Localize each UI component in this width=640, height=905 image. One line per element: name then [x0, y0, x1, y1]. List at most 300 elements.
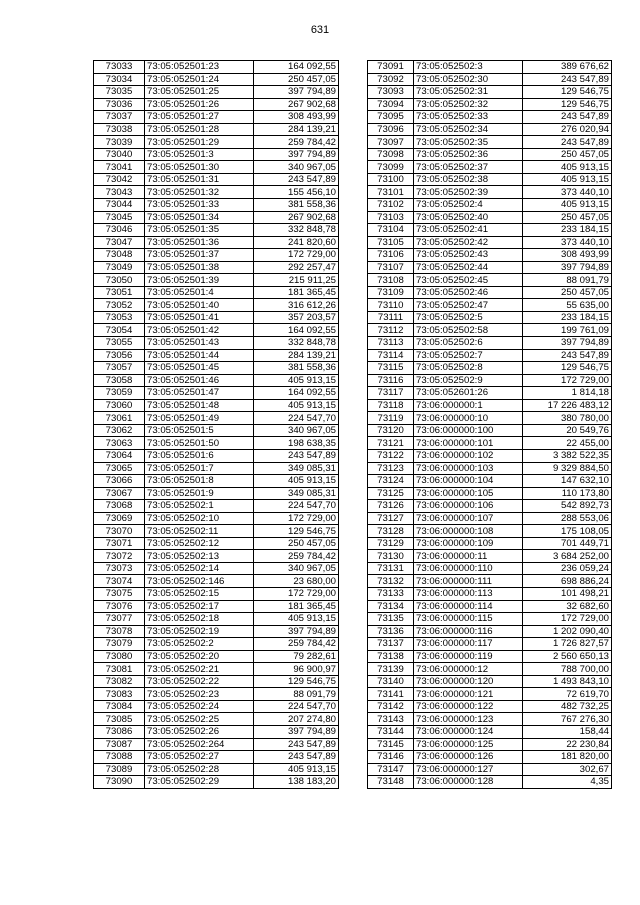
page-number: 631 [310, 24, 330, 36]
cadastral-number-cell: 73:05:052502:8 [414, 362, 523, 375]
value-cell: 542 892,73 [523, 500, 612, 513]
value-cell: 198 638,35 [254, 437, 339, 450]
table-row [368, 663, 612, 676]
cadastral-number-cell: 73:05:052502:35 [414, 136, 523, 149]
table-row [94, 311, 339, 324]
value-cell: 340 967,05 [254, 562, 339, 575]
value-cell: 32 682,60 [523, 600, 612, 613]
row-number-cell: 73044 [94, 199, 145, 212]
table-row [368, 387, 612, 400]
value-cell: 224 547,70 [254, 700, 339, 713]
cadastral-number-cell: 73:05:052501:29 [145, 136, 254, 149]
row-number-cell: 73148 [368, 776, 414, 789]
cadastral-number-cell: 73:06:000000:120 [414, 675, 523, 688]
cadastral-number-cell: 73:05:052501:37 [145, 249, 254, 262]
value-cell: 88 091,79 [523, 274, 612, 287]
table-row [368, 600, 612, 613]
value-cell: 175 108,05 [523, 525, 612, 538]
row-number-cell: 73147 [368, 763, 414, 776]
cadastral-number-cell: 73:05:052502:10 [145, 512, 254, 525]
row-number-cell: 73142 [368, 700, 414, 713]
value-cell: 316 612,26 [254, 299, 339, 312]
cadastral-number-cell: 73:05:052501:28 [145, 123, 254, 136]
table-row [368, 738, 612, 751]
row-number-cell: 73065 [94, 462, 145, 475]
cadastral-number-cell: 73:06:000000:10 [414, 412, 523, 425]
row-number-cell: 73035 [94, 86, 145, 99]
table-row [368, 500, 612, 513]
table-row [368, 487, 612, 500]
table-row [368, 462, 612, 475]
row-number-cell: 73083 [94, 688, 145, 701]
table-row [94, 173, 339, 186]
row-number-cell: 73136 [368, 625, 414, 638]
value-cell: 349 085,31 [254, 487, 339, 500]
cadastral-number-cell: 73:05:052502:6 [414, 337, 523, 350]
row-number-cell: 73071 [94, 537, 145, 550]
value-cell: 243 547,89 [523, 111, 612, 124]
row-number-cell: 73034 [94, 73, 145, 86]
value-cell: 767 276,30 [523, 713, 612, 726]
value-cell: 138 183,20 [254, 776, 339, 789]
cadastral-number-cell: 73:06:000000:115 [414, 613, 523, 626]
row-number-cell: 73119 [368, 412, 414, 425]
row-number-cell: 73125 [368, 487, 414, 500]
cadastral-number-cell: 73:05:052502:20 [145, 650, 254, 663]
table-row [368, 638, 612, 651]
cadastral-number-cell: 73:06:000000:108 [414, 525, 523, 538]
row-number-cell: 73056 [94, 349, 145, 362]
cadastral-number-cell: 73:05:052501:50 [145, 437, 254, 450]
row-number-cell: 73046 [94, 224, 145, 237]
cadastral-number-cell: 73:05:052502:31 [414, 86, 523, 99]
value-cell: 55 635,00 [523, 299, 612, 312]
row-number-cell: 73087 [94, 738, 145, 751]
table-row [368, 700, 612, 713]
cadastral-number-cell: 73:06:000000:127 [414, 763, 523, 776]
left-data-table [93, 60, 339, 789]
row-number-cell: 73090 [94, 776, 145, 789]
row-number-cell: 73086 [94, 725, 145, 738]
table-row [94, 663, 339, 676]
table-row [94, 362, 339, 375]
value-cell: 292 257,47 [254, 261, 339, 274]
cadastral-number-cell: 73:05:052502:22 [145, 675, 254, 688]
table-row [94, 186, 339, 199]
row-number-cell: 73073 [94, 562, 145, 575]
table-row [94, 751, 339, 764]
table-row [94, 274, 339, 287]
table-row [94, 462, 339, 475]
table-row [368, 751, 612, 764]
table-row [368, 675, 612, 688]
value-cell: 1 814,18 [523, 387, 612, 400]
table-row [94, 700, 339, 713]
value-cell: 243 547,89 [254, 449, 339, 462]
value-cell: 373 440,10 [523, 236, 612, 249]
table-row [94, 688, 339, 701]
value-cell: 164 092,55 [254, 61, 339, 74]
cadastral-number-cell: 73:05:052502:37 [414, 161, 523, 174]
table-row [368, 199, 612, 212]
cadastral-number-cell: 73:06:000000:107 [414, 512, 523, 525]
value-cell: 181 820,00 [523, 751, 612, 764]
value-cell: 332 848,78 [254, 337, 339, 350]
row-number-cell: 73098 [368, 148, 414, 161]
row-number-cell: 73081 [94, 663, 145, 676]
row-number-cell: 73130 [368, 550, 414, 563]
cadastral-number-cell: 73:05:052502:21 [145, 663, 254, 676]
row-number-cell: 73108 [368, 274, 414, 287]
row-number-cell: 73109 [368, 286, 414, 299]
cadastral-number-cell: 73:05:052502:7 [414, 349, 523, 362]
value-cell: 380 780,00 [523, 412, 612, 425]
value-cell: 101 498,21 [523, 587, 612, 600]
table-row [94, 424, 339, 437]
cadastral-number-cell: 73:06:000000:106 [414, 500, 523, 513]
table-row [368, 173, 612, 186]
cadastral-number-cell: 73:06:000000:116 [414, 625, 523, 638]
cadastral-number-cell: 73:05:052501:5 [145, 424, 254, 437]
cadastral-number-cell: 73:05:052502:146 [145, 575, 254, 588]
table-row [94, 512, 339, 525]
value-cell: 207 274,80 [254, 713, 339, 726]
row-number-cell: 73037 [94, 111, 145, 124]
cadastral-number-cell: 73:05:052502:26 [145, 725, 254, 738]
row-number-cell: 73038 [94, 123, 145, 136]
row-number-cell: 73066 [94, 475, 145, 488]
row-number-cell: 73103 [368, 211, 414, 224]
row-number-cell: 73131 [368, 562, 414, 575]
table-row [368, 349, 612, 362]
cadastral-number-cell: 73:05:052502:43 [414, 249, 523, 262]
value-cell: 308 493,99 [254, 111, 339, 124]
value-cell: 701 449,71 [523, 537, 612, 550]
table-row [368, 261, 612, 274]
value-cell: 199 761,09 [523, 324, 612, 337]
cadastral-number-cell: 73:05:052502:58 [414, 324, 523, 337]
cadastral-number-cell: 73:05:052502:15 [145, 587, 254, 600]
cadastral-number-cell: 73:05:052501:35 [145, 224, 254, 237]
value-cell: 181 365,45 [254, 286, 339, 299]
value-cell: 405 913,15 [523, 173, 612, 186]
cadastral-number-cell: 73:06:000000:126 [414, 751, 523, 764]
value-cell: 215 911,25 [254, 274, 339, 287]
cadastral-number-cell: 73:06:000000:11 [414, 550, 523, 563]
row-number-cell: 73080 [94, 650, 145, 663]
cadastral-number-cell: 73:05:052502:19 [145, 625, 254, 638]
value-cell: 243 547,89 [254, 173, 339, 186]
table-row [368, 86, 612, 99]
cadastral-number-cell: 73:05:052501:44 [145, 349, 254, 362]
cadastral-number-cell: 73:05:052502:4 [414, 199, 523, 212]
value-cell: 397 794,89 [523, 261, 612, 274]
row-number-cell: 73123 [368, 462, 414, 475]
table-row [368, 437, 612, 450]
value-cell: 405 913,15 [523, 161, 612, 174]
row-number-cell: 73105 [368, 236, 414, 249]
table-row [94, 123, 339, 136]
value-cell: 236 059,24 [523, 562, 612, 575]
cadastral-number-cell: 73:06:000000:128 [414, 776, 523, 789]
table-row [368, 475, 612, 488]
value-cell: 259 784,42 [254, 638, 339, 651]
table-row [368, 98, 612, 111]
row-number-cell: 73120 [368, 424, 414, 437]
table-row [94, 725, 339, 738]
row-number-cell: 73033 [94, 61, 145, 74]
cadastral-number-cell: 73:05:052501:23 [145, 61, 254, 74]
table-row [368, 286, 612, 299]
value-cell: 4,35 [523, 776, 612, 789]
row-number-cell: 73049 [94, 261, 145, 274]
value-cell: 72 619,70 [523, 688, 612, 701]
value-cell: 243 547,89 [523, 349, 612, 362]
table-row [368, 763, 612, 776]
cadastral-number-cell: 73:06:000000:122 [414, 700, 523, 713]
row-number-cell: 73088 [94, 751, 145, 764]
row-number-cell: 73091 [368, 61, 414, 74]
row-number-cell: 73061 [94, 412, 145, 425]
cadastral-number-cell: 73:05:052502:24 [145, 700, 254, 713]
row-number-cell: 73110 [368, 299, 414, 312]
cadastral-number-cell: 73:05:052501:31 [145, 173, 254, 186]
table-row [94, 525, 339, 538]
table-row [94, 374, 339, 387]
row-number-cell: 73104 [368, 224, 414, 237]
table-row [368, 613, 612, 626]
table-row [368, 274, 612, 287]
row-number-cell: 73079 [94, 638, 145, 651]
table-row [368, 412, 612, 425]
value-cell: 397 794,89 [254, 148, 339, 161]
row-number-cell: 73041 [94, 161, 145, 174]
value-cell: 405 913,15 [254, 374, 339, 387]
value-cell: 129 546,75 [523, 362, 612, 375]
row-number-cell: 73097 [368, 136, 414, 149]
row-number-cell: 73052 [94, 299, 145, 312]
value-cell: 155 456,10 [254, 186, 339, 199]
cadastral-number-cell: 73:05:052502:18 [145, 613, 254, 626]
value-cell: 340 967,05 [254, 424, 339, 437]
cadastral-number-cell: 73:06:000000:117 [414, 638, 523, 651]
table-row [368, 650, 612, 663]
value-cell: 3 684 252,00 [523, 550, 612, 563]
table-row [368, 449, 612, 462]
row-number-cell: 73100 [368, 173, 414, 186]
value-cell: 349 085,31 [254, 462, 339, 475]
cadastral-number-cell: 73:06:000000:121 [414, 688, 523, 701]
cadastral-number-cell: 73:05:052501:36 [145, 236, 254, 249]
value-cell: 164 092,55 [254, 324, 339, 337]
value-cell: 302,67 [523, 763, 612, 776]
cadastral-number-cell: 73:05:052502:12 [145, 537, 254, 550]
table-row [368, 525, 612, 538]
cadastral-number-cell: 73:05:052502:17 [145, 600, 254, 613]
table-row [368, 249, 612, 262]
table-row [94, 475, 339, 488]
value-cell: 9 329 884,50 [523, 462, 612, 475]
cadastral-number-cell: 73:06:000000:103 [414, 462, 523, 475]
value-cell: 788 700,00 [523, 663, 612, 676]
value-cell: 241 820,60 [254, 236, 339, 249]
cadastral-number-cell: 73:05:052502:27 [145, 751, 254, 764]
row-number-cell: 73127 [368, 512, 414, 525]
value-cell: 96 900,97 [254, 663, 339, 676]
table-row [94, 449, 339, 462]
table-row [368, 562, 612, 575]
value-cell: 172 729,00 [254, 249, 339, 262]
row-number-cell: 73057 [94, 362, 145, 375]
value-cell: 20 549,76 [523, 424, 612, 437]
cadastral-number-cell: 73:06:000000:105 [414, 487, 523, 500]
table-row [94, 337, 339, 350]
row-number-cell: 73067 [94, 487, 145, 500]
cadastral-number-cell: 73:05:052501:26 [145, 98, 254, 111]
value-cell: 1 726 827,57 [523, 638, 612, 651]
value-cell: 88 091,79 [254, 688, 339, 701]
table-row [94, 613, 339, 626]
cadastral-number-cell: 73:06:000000:123 [414, 713, 523, 726]
table-row [368, 550, 612, 563]
table-row [368, 324, 612, 337]
row-number-cell: 73089 [94, 763, 145, 776]
row-number-cell: 73063 [94, 437, 145, 450]
table-row [94, 98, 339, 111]
value-cell: 110 173,80 [523, 487, 612, 500]
cadastral-number-cell: 73:06:000000:124 [414, 725, 523, 738]
row-number-cell: 73068 [94, 500, 145, 513]
table-row [94, 236, 339, 249]
cadastral-number-cell: 73:06:000000:100 [414, 424, 523, 437]
cadastral-number-cell: 73:05:052502:36 [414, 148, 523, 161]
cadastral-number-cell: 73:06:000000:1 [414, 399, 523, 412]
row-number-cell: 73122 [368, 449, 414, 462]
value-cell: 1 493 843,10 [523, 675, 612, 688]
cadastral-number-cell: 73:05:052502:11 [145, 525, 254, 538]
row-number-cell: 73140 [368, 675, 414, 688]
row-number-cell: 73047 [94, 236, 145, 249]
table-row [94, 537, 339, 550]
table-row [368, 236, 612, 249]
table-row [368, 299, 612, 312]
cadastral-number-cell: 73:06:000000:111 [414, 575, 523, 588]
table-row [94, 776, 339, 789]
value-cell: 397 794,89 [254, 725, 339, 738]
table-row [94, 148, 339, 161]
table-row [94, 299, 339, 312]
value-cell: 243 547,89 [523, 73, 612, 86]
value-cell: 129 546,75 [523, 98, 612, 111]
value-cell: 340 967,05 [254, 161, 339, 174]
row-number-cell: 73040 [94, 148, 145, 161]
table-row [94, 550, 339, 563]
table-row [94, 675, 339, 688]
row-number-cell: 73077 [94, 613, 145, 626]
value-cell: 233 184,15 [523, 224, 612, 237]
row-number-cell: 73115 [368, 362, 414, 375]
table-row [368, 587, 612, 600]
value-cell: 405 913,15 [523, 199, 612, 212]
table-row [94, 500, 339, 513]
value-cell: 172 729,00 [523, 613, 612, 626]
cadastral-number-cell: 73:06:000000:104 [414, 475, 523, 488]
cadastral-number-cell: 73:05:052501:38 [145, 261, 254, 274]
cadastral-number-cell: 73:05:052502:41 [414, 224, 523, 237]
cadastral-number-cell: 73:05:052501:49 [145, 412, 254, 425]
table-row [94, 249, 339, 262]
cadastral-number-cell: 73:05:052501:27 [145, 111, 254, 124]
cadastral-number-cell: 73:06:000000:101 [414, 437, 523, 450]
table-row [368, 725, 612, 738]
row-number-cell: 73082 [94, 675, 145, 688]
cadastral-number-cell: 73:06:000000:113 [414, 587, 523, 600]
row-number-cell: 73096 [368, 123, 414, 136]
cadastral-number-cell: 73:05:052501:39 [145, 274, 254, 287]
cadastral-number-cell: 73:05:052501:24 [145, 73, 254, 86]
table-row [94, 286, 339, 299]
cadastral-number-cell: 73:05:052502:40 [414, 211, 523, 224]
table-row [94, 487, 339, 500]
value-cell: 381 558,36 [254, 362, 339, 375]
cadastral-number-cell: 73:05:052501:6 [145, 449, 254, 462]
value-cell: 181 365,45 [254, 600, 339, 613]
table-row [94, 638, 339, 651]
table-row [94, 136, 339, 149]
value-cell: 259 784,42 [254, 550, 339, 563]
table-row [368, 713, 612, 726]
row-number-cell: 73075 [94, 587, 145, 600]
table-row [94, 224, 339, 237]
value-cell: 397 794,89 [254, 86, 339, 99]
cadastral-number-cell: 73:05:052502:47 [414, 299, 523, 312]
value-cell: 79 282,61 [254, 650, 339, 663]
row-number-cell: 73116 [368, 374, 414, 387]
value-cell: 1 202 090,40 [523, 625, 612, 638]
table-row [368, 512, 612, 525]
cadastral-number-cell: 73:05:052502:46 [414, 286, 523, 299]
table-row [94, 261, 339, 274]
row-number-cell: 73064 [94, 449, 145, 462]
table-row [94, 86, 339, 99]
row-number-cell: 73051 [94, 286, 145, 299]
value-cell: 158,44 [523, 725, 612, 738]
cadastral-number-cell: 73:05:052501:48 [145, 399, 254, 412]
value-cell: 172 729,00 [254, 587, 339, 600]
value-cell: 17 226 483,12 [523, 399, 612, 412]
value-cell: 250 457,05 [523, 211, 612, 224]
table-row [94, 349, 339, 362]
row-number-cell: 73117 [368, 387, 414, 400]
cadastral-number-cell: 73:05:052501:25 [145, 86, 254, 99]
row-number-cell: 73121 [368, 437, 414, 450]
table-row [368, 224, 612, 237]
table-row [368, 537, 612, 550]
cadastral-number-cell: 73:05:052502:38 [414, 173, 523, 186]
cadastral-number-cell: 73:05:052502:25 [145, 713, 254, 726]
cadastral-number-cell: 73:05:052501:42 [145, 324, 254, 337]
row-number-cell: 73143 [368, 713, 414, 726]
cadastral-number-cell: 73:05:052502:44 [414, 261, 523, 274]
value-cell: 373 440,10 [523, 186, 612, 199]
row-number-cell: 73138 [368, 650, 414, 663]
row-number-cell: 73102 [368, 199, 414, 212]
row-number-cell: 73113 [368, 337, 414, 350]
row-number-cell: 73146 [368, 751, 414, 764]
table-row [94, 199, 339, 212]
cadastral-number-cell: 73:05:052502:264 [145, 738, 254, 751]
table-row [94, 111, 339, 124]
